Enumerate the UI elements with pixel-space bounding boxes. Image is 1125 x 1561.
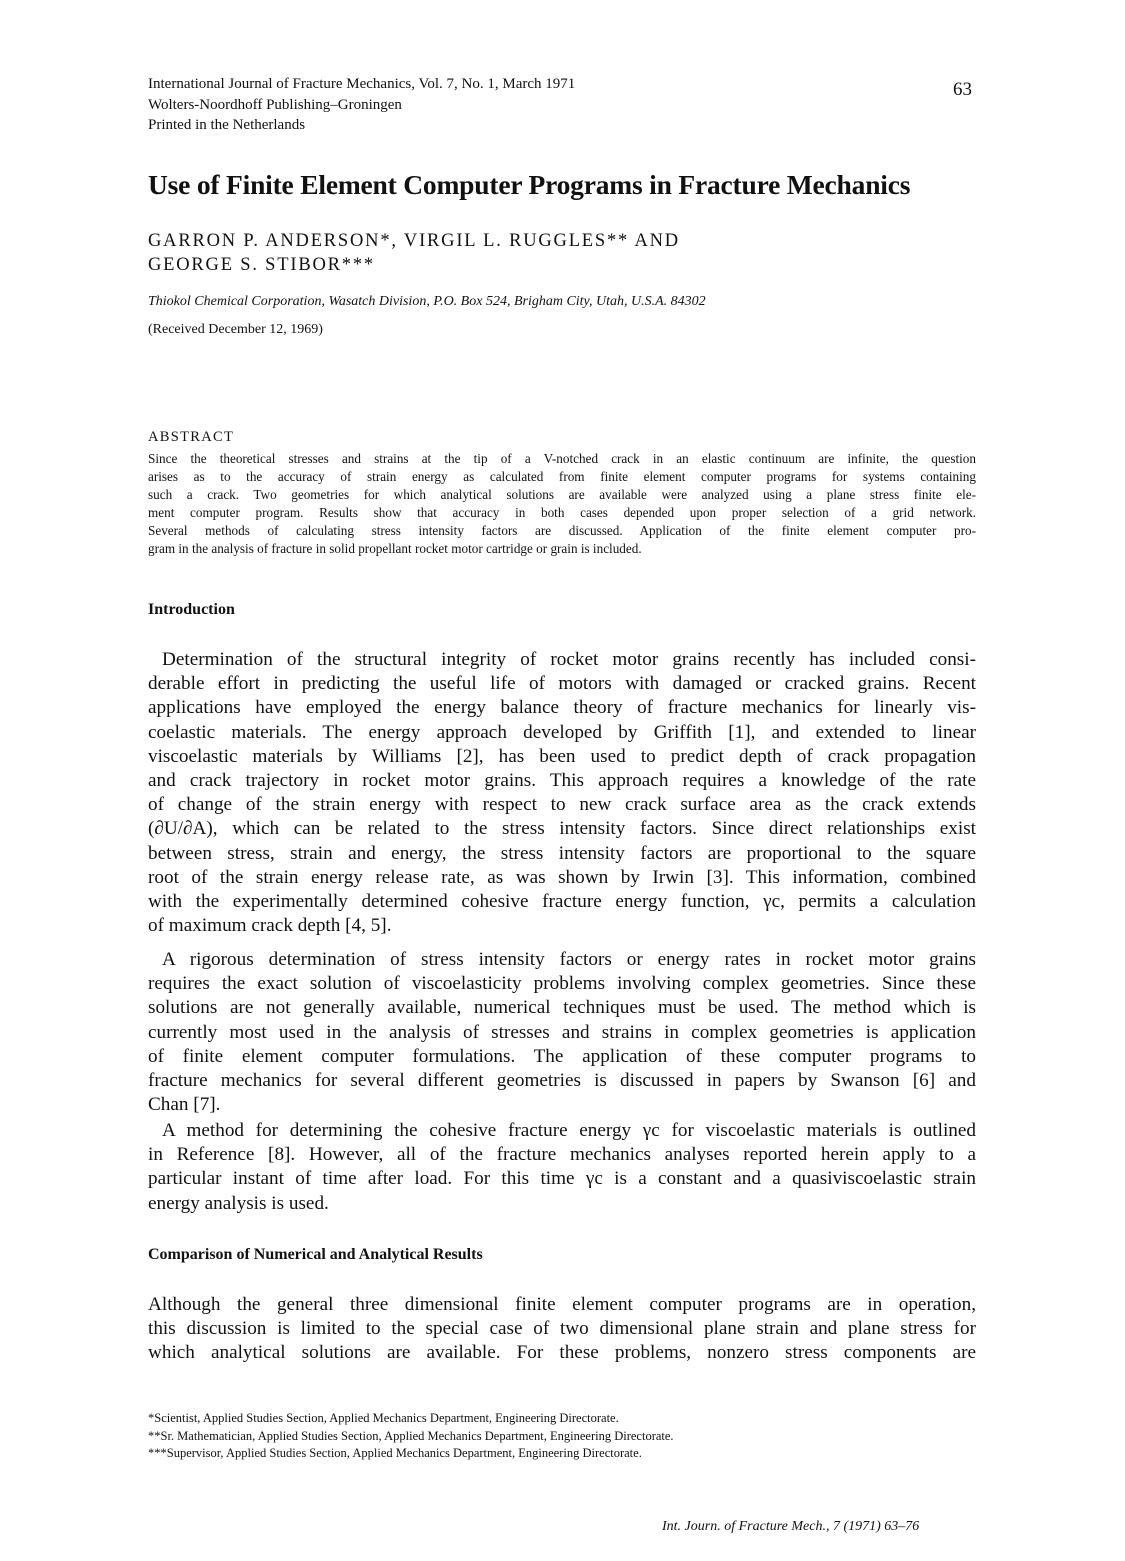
abstract-line: Since the theoretical stresses and strains at the tip of a V-notched crack in an elastic continuum are infinite, the question xyxy=(148,451,976,466)
body-line: derable effort in predicting the useful life of motors with damaged or cracked grains. Recent xyxy=(148,673,976,695)
page-number: 63 xyxy=(953,79,972,100)
body-line: which analytical solutions are available. For these problems, nonzero stress components are xyxy=(148,1342,976,1364)
author-list xyxy=(148,229,968,277)
intro-paragraph-3 xyxy=(148,1119,976,1216)
body-line: of maximum crack depth [4, 5]. xyxy=(148,915,392,937)
journal-line: International Journal of Fracture Mechanics, Vol. 7, No. 1, March 1971 xyxy=(148,76,576,92)
body-line: solutions are not generally available, numerical techniques must be used. The method which is xyxy=(148,997,976,1019)
author-line: GARRON P. ANDERSON*, VIRGIL L. RUGGLES** AND xyxy=(148,231,680,251)
author-line: GEORGE S. STIBOR*** xyxy=(148,255,375,275)
body-line: of change of the strain energy with respect to new crack surface area as the crack extends xyxy=(148,794,976,816)
body-line: between stress, strain and energy, the stress intensity factors are proportional to the square xyxy=(148,842,976,864)
footnote: *Scientist, Applied Studies Section, Applied Mechanics Department, Engineering Directorate. xyxy=(148,1411,619,1425)
intro-paragraph-2 xyxy=(148,948,976,1117)
body-line: fracture mechanics for several different geometries is discussed in papers by Swanson [6] and xyxy=(148,1070,976,1092)
abstract-heading: ABSTRACT xyxy=(148,429,235,445)
comparison-paragraph xyxy=(148,1293,976,1366)
body-line: (∂U/∂A), which can be related to the stress intensity factors. Since direct relationships exist xyxy=(148,818,976,840)
journal-header xyxy=(148,74,748,136)
body-line: this discussion is limited to the special case of two dimensional plane strain and plane stress for xyxy=(148,1318,976,1340)
comparison-heading: Comparison of Numerical and Analytical Results xyxy=(148,1246,483,1263)
body-line: Chan [7]. xyxy=(148,1094,221,1116)
abstract-body xyxy=(148,450,976,558)
printed-line: Printed in the Netherlands xyxy=(148,117,306,133)
body-line: Determination of the structural integrity of rocket motor grains recently has included consi- xyxy=(162,649,976,670)
body-line: root of the strain energy release rate, as was shown by Irwin [3]. This information, combined xyxy=(148,866,976,888)
footnote: **Sr. Mathematician, Applied Studies Section, Applied Mechanics Department, Engineering Directorate. xyxy=(148,1428,674,1443)
body-line: viscoelastic materials by Williams [2], has been used to predict depth of crack propagation xyxy=(148,745,976,767)
introduction-heading: Introduction xyxy=(148,601,235,618)
abstract-line: ment computer program. Results show that accuracy in both cases depended upon proper selection of a grid network. xyxy=(148,505,976,520)
body-line: A rigorous determination of stress intensity factors or energy rates in rocket motor grains xyxy=(162,949,976,970)
publisher-line: Wolters-Noordhoff Publishing–Groningen xyxy=(148,96,402,113)
abstract-line: such a crack. Two geometries for which analytical solutions are available were analyzed using a plane stress finite ele- xyxy=(148,487,976,502)
footnote: ***Supervisor, Applied Studies Section, Applied Mechanics Department, Engineering Directorate. xyxy=(148,1446,642,1460)
body-line: requires the exact solution of viscoelasticity problems involving complex geometries. Since these xyxy=(148,973,976,995)
body-line: A method for determining the cohesive fracture energy γc for viscoelastic materials is outlined xyxy=(162,1120,976,1141)
abstract-line: gram in the analysis of fracture in solid propellant rocket motor cartridge or grain is included. xyxy=(148,541,642,556)
intro-paragraph-1 xyxy=(148,648,976,938)
body-line: energy analysis is used. xyxy=(148,1192,329,1214)
citation-footer: Int. Journ. of Fracture Mech., 7 (1971) 63–76 xyxy=(662,1519,920,1534)
body-line: currently most used in the analysis of stresses and strains in complex geometries is application xyxy=(148,1021,976,1043)
body-line: with the experimentally determined cohesive fracture energy function, γc, permits a calculation xyxy=(148,891,976,913)
body-line: and crack trajectory in rocket motor grains. This approach requires a knowledge of the rate xyxy=(148,770,976,792)
paper-title: Use of Finite Element Computer Programs in Fracture Mechanics xyxy=(148,169,911,200)
body-line: particular instant of time after load. For this time γc is a constant and a quasiviscoelastic strain xyxy=(148,1168,976,1190)
abstract-line: arises as to the accuracy of strain energy as calculated from finite element computer programs for systems containing xyxy=(148,469,976,484)
body-line: in Reference [8]. However, all of the fracture mechanics analyses reported herein apply to a xyxy=(148,1144,976,1166)
abstract-line: Several methods of calculating stress intensity factors are discussed. Application of the finite element computer pro- xyxy=(148,523,976,538)
body-line: applications have employed the energy balance theory of fracture mechanics for linearly vis- xyxy=(148,697,976,719)
body-line: coelastic materials. The energy approach developed by Griffith [1], and extended to linear xyxy=(148,721,976,743)
body-line: Although the general three dimensional finite element computer programs are in operation, xyxy=(148,1294,976,1315)
footnotes xyxy=(148,1410,976,1463)
body-line: of finite element computer formulations. The application of these computer programs to xyxy=(148,1045,976,1067)
received-date: (Received December 12, 1969) xyxy=(148,322,323,337)
affiliation: Thiokol Chemical Corporation, Wasatch Division, P.O. Box 524, Brigham City, Utah, U.S.A. 84302 xyxy=(148,294,706,309)
